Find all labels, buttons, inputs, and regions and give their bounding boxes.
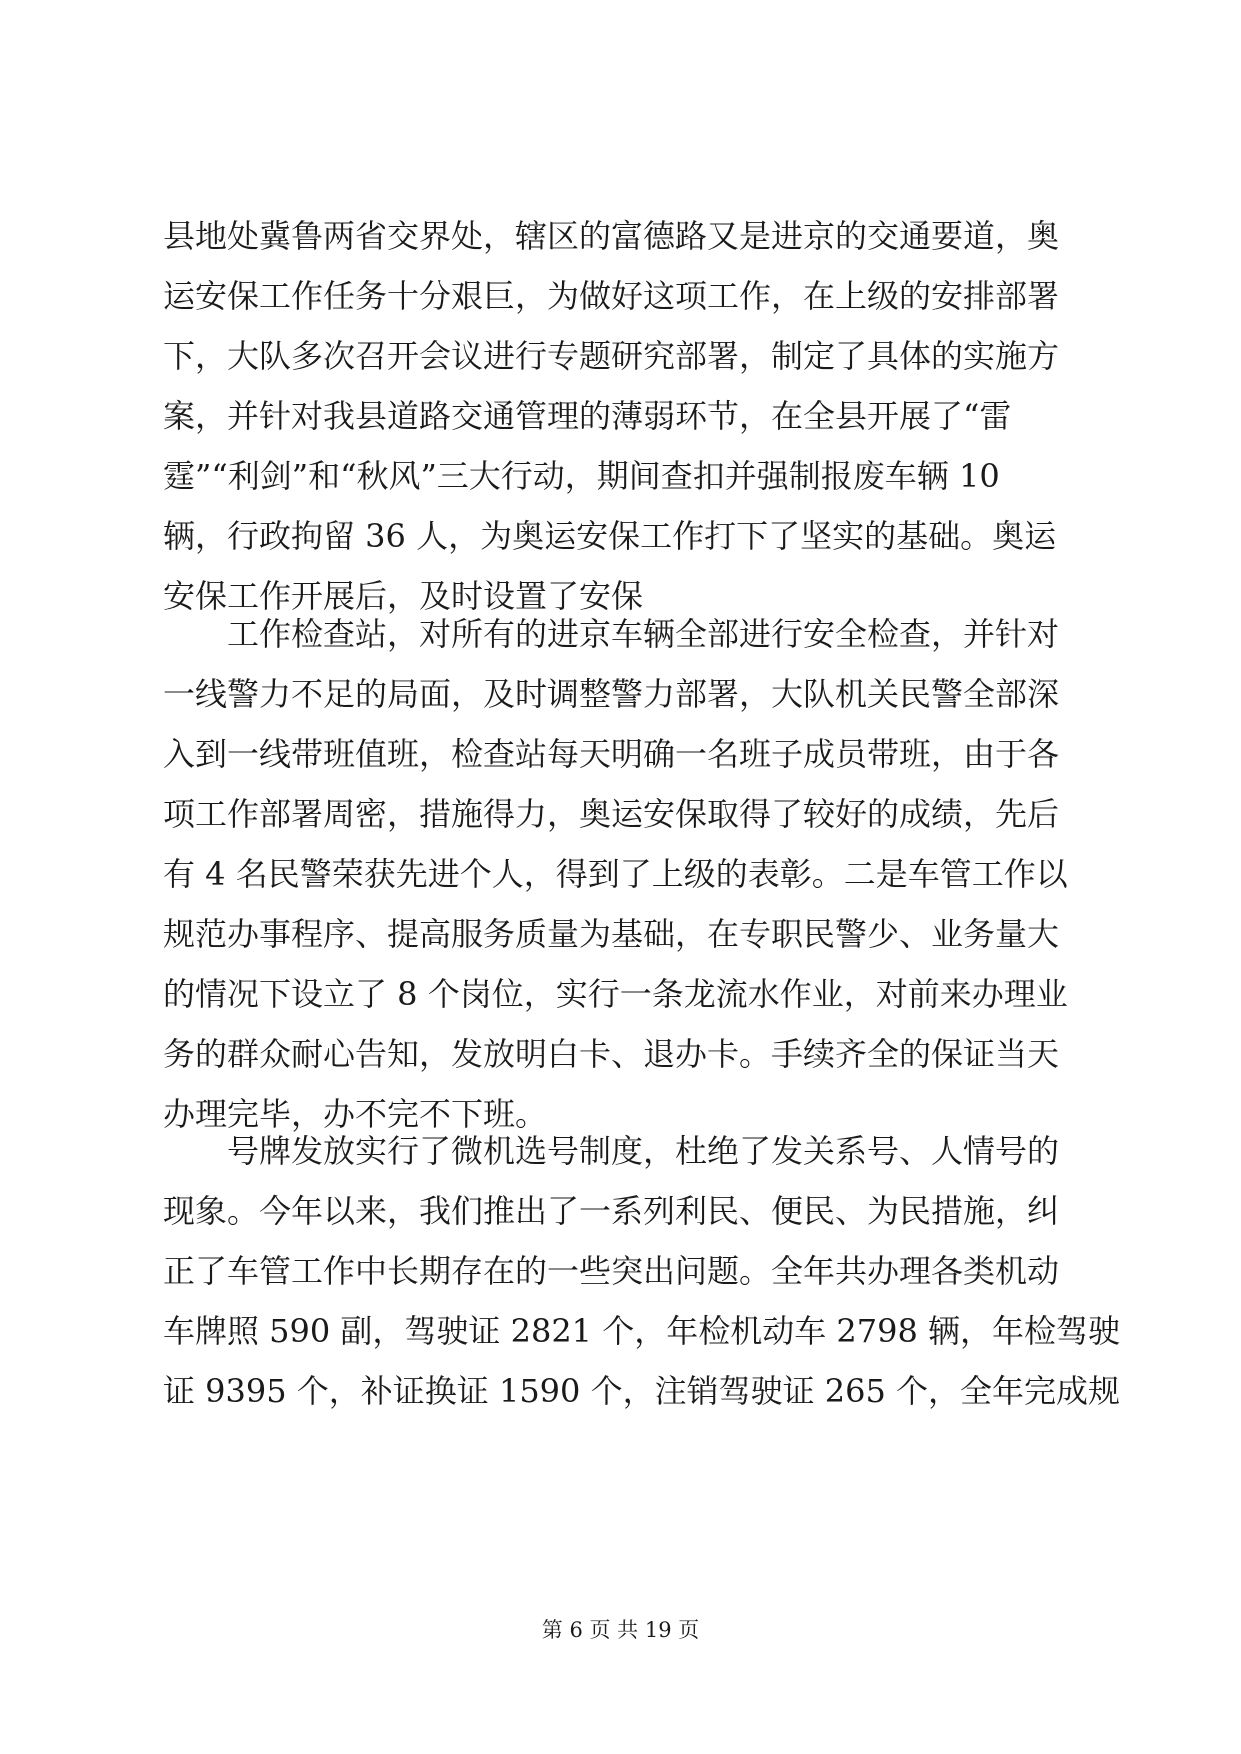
text-line: 入到一线带班值班，检查站每天明确一名班子成员带班，由于各 bbox=[163, 735, 1060, 773]
text-line: 有 4 名民警荣获先进个人，得到了上级的表彰。二是车管工作以 bbox=[163, 855, 1068, 893]
text-line: 霆”“利剑”和“秋风”三大行动，期间查扣并强制报废车辆 10 bbox=[163, 457, 1000, 495]
text-line: 下，大队多次召开会议进行专题研究部署，制定了具体的实施方 bbox=[163, 337, 1060, 375]
text-line: 车牌照 590 副，驾驶证 2821 个，年检机动车 2798 辆，年检驾驶 bbox=[163, 1312, 1120, 1350]
page-footer bbox=[0, 1615, 1241, 1645]
text-line: 规范办事程序、提高服务质量为基础，在专职民警少、业务量大 bbox=[163, 915, 1060, 953]
text-line: 辆，行政拘留 36 人，为奥运安保工作打下了坚实的基础。奥运 bbox=[163, 517, 1057, 555]
text-line: 一线警力不足的局面，及时调整警力部署，大队机关民警全部深 bbox=[163, 675, 1060, 713]
text-line: 现象。今年以来，我们推出了一系列利民、便民、为民措施，纠 bbox=[163, 1192, 1060, 1230]
text-line: 务的群众耐心告知，发放明白卡、退办卡。手续齐全的保证当天 bbox=[163, 1035, 1060, 1073]
body-text-block-2 bbox=[163, 604, 1078, 1144]
text-line: 项工作部署周密，措施得力，奥运安保取得了较好的成绩，先后 bbox=[163, 795, 1060, 833]
body-text-block-1 bbox=[163, 206, 1078, 626]
text-line: 案，并针对我县道路交通管理的薄弱环节，在全县开展了“雷 bbox=[163, 397, 1012, 435]
page-number-label: 第 6 页 共 19 页 bbox=[541, 1618, 700, 1642]
text-line: 办理完毕，办不完不下班。 bbox=[163, 1095, 548, 1133]
text-line: 工作检查站，对所有的进京车辆全部进行安全检查，并针对 bbox=[163, 615, 1060, 653]
text-line: 正了车管工作中长期存在的一些突出问题。全年共办理各类机动 bbox=[163, 1252, 1060, 1290]
text-line: 安保工作开展后，及时设置了安保 bbox=[163, 577, 644, 615]
text-line: 号牌发放实行了微机选号制度，杜绝了发关系号、人情号的 bbox=[163, 1132, 1060, 1170]
text-line: 的情况下设立了 8 个岗位，实行一条龙流水作业，对前来办理业 bbox=[163, 975, 1068, 1013]
text-line: 运安保工作任务十分艰巨，为做好这项工作，在上级的安排部署 bbox=[163, 277, 1060, 315]
body-text-block-3 bbox=[163, 1121, 1120, 1421]
text-line: 县地处冀鲁两省交界处，辖区的富德路又是进京的交通要道，奥 bbox=[163, 217, 1060, 255]
text-line: 证 9395 个，补证换证 1590 个，注销驾驶证 265 个，全年完成规 bbox=[163, 1372, 1120, 1410]
